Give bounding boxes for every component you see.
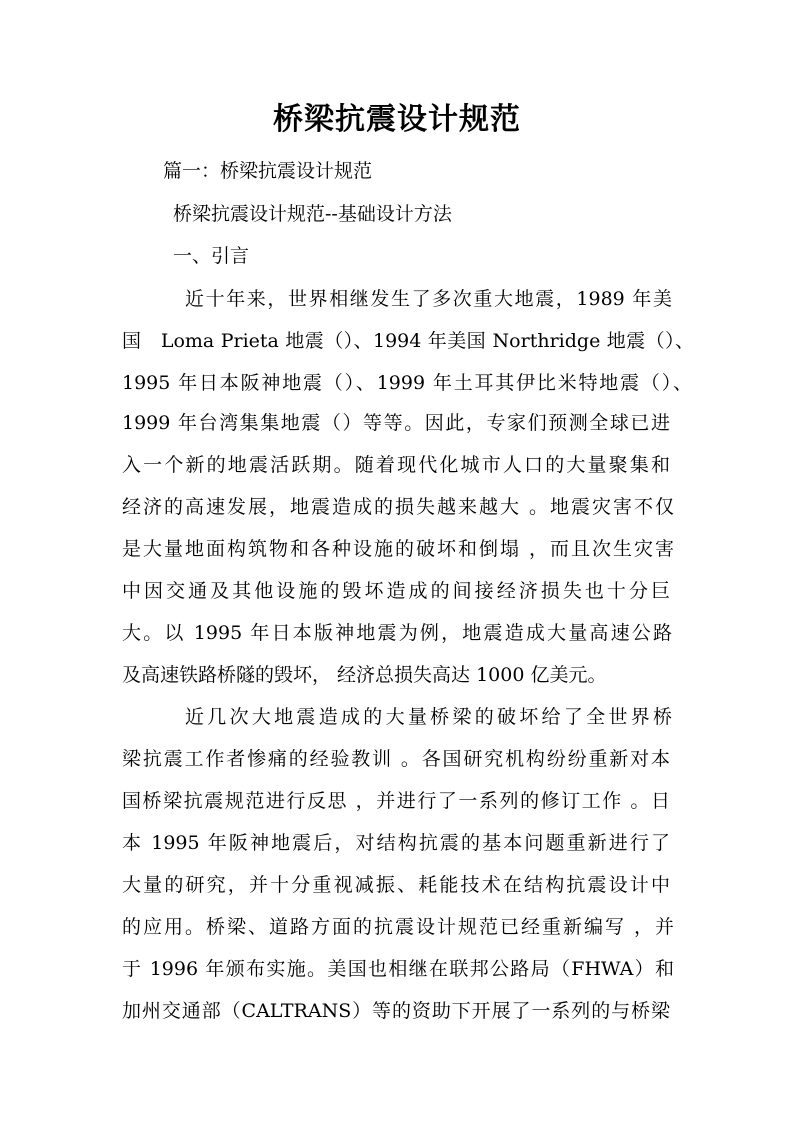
paragraph-1-line: 1999 年台湾集集地震（）等等。因此，专家们预测全球已进 bbox=[122, 412, 670, 434]
paragraph-1-line: 入一个新的地震活跃期。随着现代化城市人口的大量聚集和 bbox=[122, 454, 670, 476]
document-title: 桥梁抗震设计规范 bbox=[273, 102, 521, 137]
section-heading: 一、引言 bbox=[173, 245, 250, 267]
paragraph-1-line: 大。以 1995 年日本版神地震为例，地震造成大量高速公路 bbox=[122, 622, 672, 644]
paragraph-2-line: 国桥梁抗震规范进行反思 ，并进行了一系列的修订工作 。日 bbox=[122, 790, 670, 812]
paragraph-2-line: 于 1996 年颁布实施。美国也相继在联邦公路局（FHWA）和 bbox=[122, 958, 674, 980]
paragraph-2-line: 本 1995 年阪神地震后，对结构抗震的基本问题重新进行了 bbox=[122, 832, 670, 854]
paragraph-2-line: 大量的研究，并十分重视减振、耗能技术在结构抗震设计中 bbox=[122, 874, 670, 896]
paragraph-2-line: 的应用。桥梁、道路方面的抗震设计规范已经重新编写 ，并 bbox=[122, 916, 674, 938]
subtitle-line-2: 桥梁抗震设计规范--基础设计方法 bbox=[173, 203, 452, 225]
paragraph-1-line: 近十年来，世界相继发生了多次重大地震，1989 年美 bbox=[185, 288, 672, 310]
paragraph-1-line: 及高速铁路桥隧的毁坏， 经济总损失高达 1000 亿美元。 bbox=[122, 664, 607, 686]
paragraph-2-line: 近几次大地震造成的大量桥梁的破坏给了全世界桥 bbox=[185, 706, 672, 728]
paragraph-1-line: 经济的高速发展，地震造成的损失越来越大 。地震灾害不仅 bbox=[122, 496, 674, 518]
paragraph-1-line: 国 Loma Prieta 地震（）、1994 年美国 Northridge 地震（）、 bbox=[122, 330, 694, 352]
subtitle-line-1: 篇一：桥梁抗震设计规范 bbox=[163, 160, 373, 182]
paragraph-1-line: 中因交通及其他设施的毁坏造成的间接经济损失也十分巨 bbox=[122, 580, 670, 602]
paragraph-2-line: 梁抗震工作者惨痛的经验教训 。各国研究机构纷纷重新对本 bbox=[122, 748, 670, 770]
paragraph-1-line: 1995 年日本阪神地震（）、1999 年土耳其伊比米特地震（）、 bbox=[122, 372, 692, 394]
paragraph-2-line: 加州交通部（CALTRANS）等的资助下开展了一系列的与桥梁 bbox=[122, 1000, 670, 1022]
paragraph-1-line: 是大量地面构筑物和各种设施的破坏和倒塌 ，而且次生灾害 bbox=[122, 538, 674, 560]
